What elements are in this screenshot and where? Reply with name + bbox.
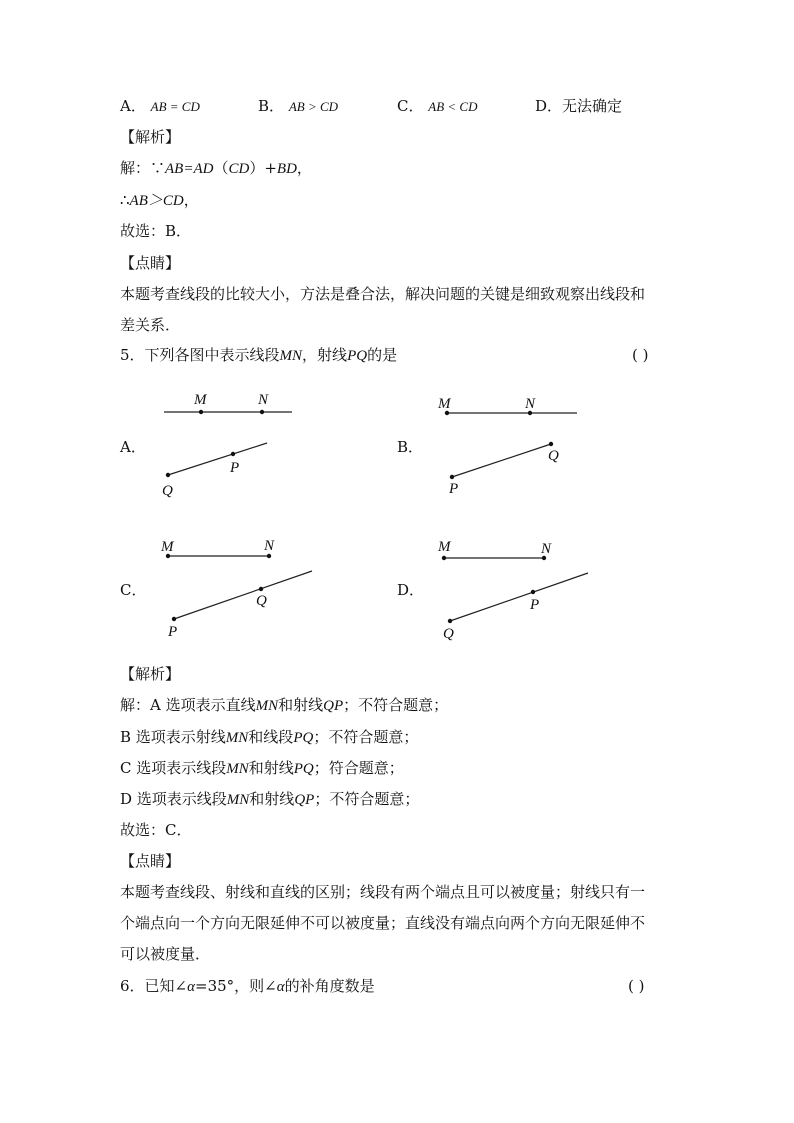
comment-line: 本题考查线段的比较大小，方法是叠合法，解决问题的关键是细致观察出线段和: [120, 285, 646, 303]
math: CD: [228, 161, 250, 177]
label-m: M: [438, 396, 451, 412]
text: ；不符合题意；: [313, 728, 419, 746]
fig-c-label: C．: [120, 581, 147, 599]
text: 的补角度数是: [284, 977, 375, 995]
math: AB=AD: [165, 161, 214, 177]
math: AB＞CD: [129, 193, 184, 209]
text: B 选项表示射线: [120, 728, 226, 746]
fig-a-label: A．: [120, 438, 146, 456]
math: PQ: [347, 348, 368, 364]
analysis-line: 故选：B．: [120, 222, 192, 240]
question-6-stem: [120, 976, 375, 997]
text: 的是: [367, 346, 398, 364]
math: MN: [226, 761, 249, 777]
label-q: Q: [162, 483, 173, 499]
label-m: M: [194, 392, 207, 408]
text: ；不符合题意；: [314, 790, 420, 808]
label-n: N: [525, 396, 536, 412]
math: PQ: [293, 761, 314, 777]
text: ；符合题意；: [313, 759, 404, 777]
math: BD: [276, 161, 297, 177]
label-q: Q: [443, 626, 454, 642]
math: PQ: [293, 730, 314, 746]
math: QP: [294, 792, 315, 808]
analysis-heading: 【解析】: [120, 128, 181, 146]
comment-line: 个端点向一个方向无限延伸不可以被度量；直线没有端点向两个方向无限延伸不: [120, 914, 646, 932]
text: 和线段: [248, 728, 294, 746]
answer-paren: ( ): [632, 346, 649, 364]
text: 解：A 选项表示直线: [120, 696, 256, 714]
label-p: P: [230, 460, 240, 476]
option-expr: AB > CD: [288, 99, 339, 114]
option-label: B．: [258, 97, 285, 115]
text: C 选项表示线段: [120, 759, 227, 777]
label-p: P: [449, 481, 459, 497]
math: QP: [323, 698, 344, 714]
comment-line: 差关系．: [120, 316, 181, 334]
analysis-heading: 【解析】: [120, 665, 181, 683]
math: α: [276, 979, 285, 995]
text: ；不符合题意；: [343, 696, 449, 714]
analysis-line: [120, 789, 419, 810]
text: ，射线: [302, 346, 348, 364]
text: 5．下列各图中表示线段: [120, 346, 280, 364]
point-m: [442, 556, 446, 560]
comment-line: 本题考查线段、射线和直线的区别；线段有两个端点且可以被度量；射线只有一: [120, 883, 646, 901]
point-p: [531, 590, 535, 594]
text: ，: [296, 159, 312, 177]
text: ）+: [249, 159, 277, 177]
ray-qp: [450, 573, 588, 621]
label-p: P: [530, 597, 540, 613]
text: （: [213, 159, 229, 177]
text: ∴: [120, 191, 130, 209]
label-n: N: [541, 541, 552, 557]
text: =35°，则∠: [195, 977, 277, 995]
text: 和射线: [278, 696, 324, 714]
text: 和射线: [248, 759, 294, 777]
math: α: [187, 979, 195, 995]
math: MN: [279, 348, 303, 364]
text: 6．已知∠: [120, 977, 188, 995]
comment-heading: 【点睛】: [120, 852, 181, 870]
analysis-line: [120, 727, 418, 748]
label-n: N: [258, 392, 269, 408]
label-q: Q: [256, 593, 267, 609]
label-n: N: [264, 538, 275, 554]
text: 解：∵: [120, 159, 166, 177]
option-text: 无法确定: [562, 97, 623, 115]
label-p: P: [168, 624, 178, 640]
analysis-line: 故选：C．: [120, 821, 192, 839]
point-q: [448, 619, 452, 623]
comment-line: 可以被度量．: [120, 945, 211, 963]
comment-heading: 【点睛】: [120, 254, 181, 272]
label-m: M: [161, 539, 174, 555]
option-label: A．: [120, 97, 146, 115]
label-m: M: [438, 539, 451, 555]
answer-paren: ( ): [628, 977, 645, 995]
option-label: C．: [397, 97, 424, 115]
analysis-line: [120, 758, 404, 779]
label-q: Q: [548, 448, 559, 464]
option-expr: AB = CD: [150, 99, 200, 114]
text: 和射线: [249, 790, 295, 808]
analysis-line: [120, 695, 448, 716]
text: D 选项表示线段: [120, 790, 227, 808]
option-label: D．: [535, 97, 563, 115]
math: MN: [225, 730, 249, 746]
text: ，: [183, 191, 199, 209]
fig-b-label: B．: [397, 438, 424, 456]
math: MN: [226, 792, 250, 808]
fig-d-label: D．: [397, 581, 425, 599]
math: MN: [255, 698, 279, 714]
option-expr: AB < CD: [428, 99, 478, 114]
